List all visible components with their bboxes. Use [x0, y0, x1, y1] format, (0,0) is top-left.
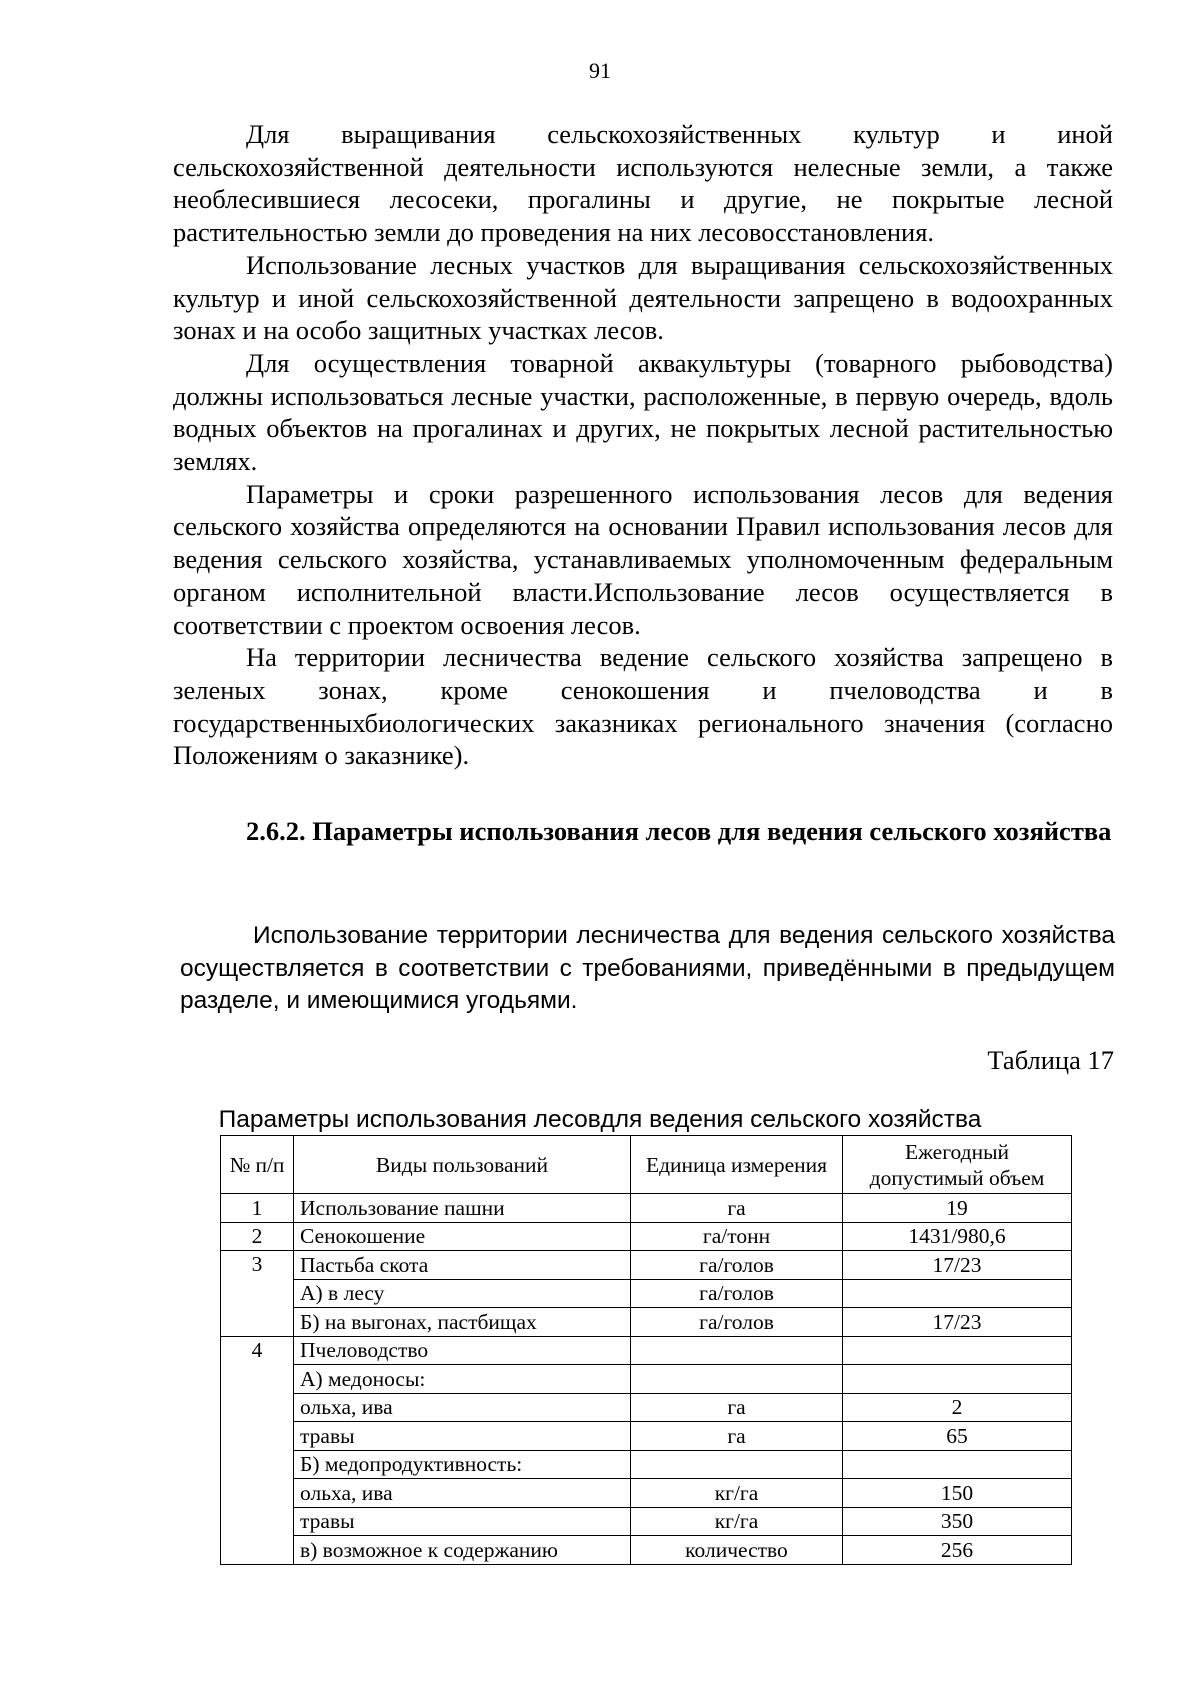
paragraph: На территории лесничества ведение сельского хозяйства запрещено в зеленых зонах, кроме сенокошения и пчеловодства и в государственныхбиологических заказниках регионального значения (согласно Положениям о заказнике). — [173, 642, 1113, 771]
cell-num: 3 — [221, 1251, 294, 1337]
cell-volume: 19 — [843, 1194, 1072, 1223]
cell-type: А) в лесу — [294, 1279, 631, 1308]
cell-unit — [631, 1365, 843, 1394]
table-row — [221, 1308, 1072, 1337]
section-heading: 2.6.2. Параметры использования лесов для ведения сельского хозяйства — [246, 816, 1112, 846]
cell-volume: 17/23 — [843, 1308, 1072, 1337]
cell-num: 4 — [221, 1336, 294, 1564]
paragraph: Для выращивания сельскохозяйственных культур и иной сельскохозяйственной деятельности используются нелесные земли, а также необлесившиеся лесосеки, прогалины и другие, не покрытые лесной растительностью земли до проведения на них лесовосстановления. — [173, 119, 1113, 248]
table-row — [221, 1251, 1072, 1280]
table-header-row — [221, 1136, 1072, 1194]
paragraph: Использование лесных участков для выращивания сельскохозяйственных культур и иной сельскохозяйственной деятельности запрещено в водоохранных зонах и на особо защитных участках лесов. — [173, 249, 1113, 346]
cell-volume: 17/23 — [843, 1251, 1072, 1280]
cell-unit — [631, 1336, 843, 1365]
header-type: Виды пользований — [294, 1136, 631, 1194]
cell-type: травы — [294, 1507, 631, 1536]
table-row — [221, 1536, 1072, 1565]
table-row — [221, 1393, 1072, 1422]
cell-type: ольха, ива — [294, 1479, 631, 1508]
table-row — [221, 1336, 1072, 1365]
cell-type: ольха, ива — [294, 1393, 631, 1422]
cell-type: травы — [294, 1422, 631, 1451]
table-row — [221, 1422, 1072, 1451]
cell-unit: га/голов — [631, 1308, 843, 1337]
table-label: Таблица 17 — [987, 1045, 1114, 1075]
cell-volume: 65 — [843, 1422, 1072, 1451]
cell-unit — [631, 1450, 843, 1479]
cell-volume — [843, 1365, 1072, 1394]
cell-type: Пастьба скота — [294, 1251, 631, 1280]
cell-type: Использование пашни — [294, 1194, 631, 1223]
table-row — [221, 1450, 1072, 1479]
cell-type: А) медоносы: — [294, 1365, 631, 1394]
cell-type: Сенокошение — [294, 1222, 631, 1251]
header-volume: Ежегодный допустимый объем — [843, 1136, 1072, 1194]
header-unit: Единица измерения — [631, 1136, 843, 1194]
cell-unit: га/голов — [631, 1251, 843, 1280]
paragraph: Для осуществления товарной аквакультуры (товарного рыбоводства) должны использоваться лесные участки, расположенные, в первую очередь, вдоль водных объектов на прогалинах и других, не покрытых лесной растительностью землях. — [173, 347, 1113, 477]
cell-num: 2 — [221, 1222, 294, 1251]
cell-volume: 256 — [843, 1536, 1072, 1565]
header-num: № п/п — [221, 1136, 294, 1194]
cell-unit: га — [631, 1393, 843, 1422]
table-row — [221, 1507, 1072, 1536]
parameters-table — [220, 1135, 1072, 1565]
cell-type: Б) на выгонах, пастбищах — [294, 1308, 631, 1337]
cell-type: Б) медопродуктивность: — [294, 1450, 631, 1479]
cell-volume: 1431/980,6 — [843, 1222, 1072, 1251]
cell-unit: га/тонн — [631, 1222, 843, 1251]
table-row — [221, 1194, 1072, 1223]
cell-unit: га — [631, 1194, 843, 1223]
cell-volume — [843, 1336, 1072, 1365]
cell-unit: кг/га — [631, 1479, 843, 1508]
cell-volume: 2 — [843, 1393, 1072, 1422]
cell-unit: га — [631, 1422, 843, 1451]
paragraph: Параметры и сроки разрешенного использования лесов для ведения сельского хозяйства определяются на основании Правил использования лесов для ведения сельского хозяйства, устанавливаемых уполномоченным федеральным органом исполнительной власти.Использование лесов осуществляется в соответствии с проектом освоения лесов. — [173, 478, 1113, 640]
cell-type: в) возможное к содержанию — [294, 1536, 631, 1565]
table-row — [221, 1365, 1072, 1394]
cell-unit: количество — [631, 1536, 843, 1565]
cell-volume — [843, 1279, 1072, 1308]
table-row — [221, 1222, 1072, 1251]
table-row — [221, 1479, 1072, 1508]
cell-num: 1 — [221, 1194, 294, 1223]
cell-volume — [843, 1450, 1072, 1479]
table-row — [221, 1279, 1072, 1308]
cell-unit: га/голов — [631, 1279, 843, 1308]
cell-type: Пчеловодство — [294, 1336, 631, 1365]
body-text — [173, 118, 1113, 772]
intro-paragraph: Использование территории лесничества для ведения сельского хозяйства осуществляется в соответствии с требованиями, приведёнными в предыдущем разделе, и имеющимися угодьями. — [180, 922, 1115, 1014]
cell-volume: 150 — [843, 1479, 1072, 1508]
table-caption: Параметры использования лесовдля ведения сельского хозяйства — [218, 1106, 982, 1133]
page-number: 91 — [589, 58, 611, 83]
cell-volume: 350 — [843, 1507, 1072, 1536]
cell-unit: кг/га — [631, 1507, 843, 1536]
